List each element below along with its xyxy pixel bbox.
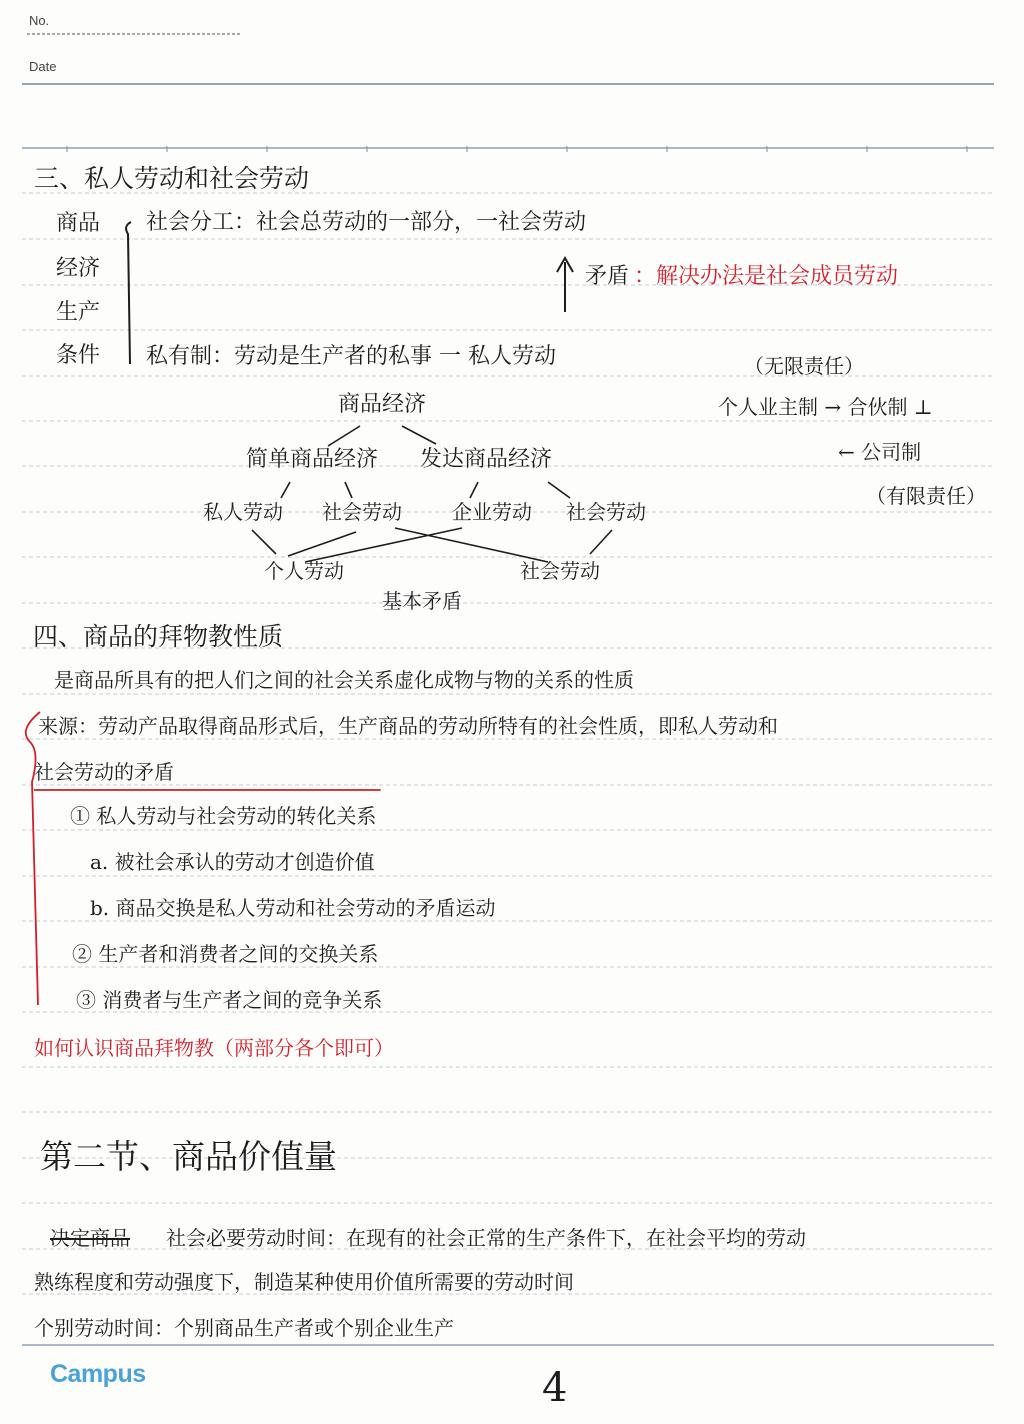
note-sole-to-partnership: 个人业主制 → 合伙制 ⊥ [718,395,933,419]
note-unlimited-liability: （无限责任） [744,354,864,378]
tree-social-labor-bottom: 社会劳动 [520,559,600,583]
tree-leaf-social-labor-2: 社会劳动 [566,500,646,524]
section-b-title: 第二节、商品价值量 [40,1137,337,1176]
struck-text: 决定商品 [50,1226,130,1250]
side-label-4: 条件 [56,343,101,368]
tree-individual-labor: 个人劳动 [264,559,344,583]
contradiction-solution: ：解决办法是社会成员劳动 [634,264,899,289]
tree-simple-economy: 简单商品经济 [246,447,379,472]
tree-leaf-private-labor: 私人劳动 [203,500,283,524]
item-3: ③ 消费者与生产者之间的竞争关系 [76,988,383,1012]
item-1a: a. 被社会承认的劳动才创造价值 [90,850,375,874]
note-company: ← 公司制 [838,440,922,464]
section3-title: 三、私人劳动和社会劳动 [34,164,310,193]
tree-root: 商品经济 [338,392,427,417]
fetishism-source-line2: 社会劳动的矛盾 [34,760,174,784]
red-question: 如何认识商品拜物教（两部分各个即可） [34,1036,394,1060]
side-label-3: 生产 [56,300,101,325]
tree-developed-economy: 发达商品经济 [420,447,553,472]
campus-logo: Campus [50,1360,146,1388]
individual-labor-time-line: 个别劳动时间：个别商品生产者或个别企业生产 [34,1316,454,1340]
date-label: Date [29,59,57,74]
note-limited-liability: （有限责任） [866,484,986,508]
item-2: ② 生产者和消费者之间的交换关系 [72,942,379,966]
contradiction-prefix: 矛盾 [585,264,630,289]
tree-basic-contradiction: 基本矛盾 [382,589,462,613]
fetishism-source-line1: 来源：劳动产品取得商品形式后，生产商品的劳动所特有的社会性质，即私人劳动和 [38,714,778,738]
necessary-labor-time-line1: 社会必要劳动时间：在现有的社会正常的生产条件下，在社会平均的劳动 [166,1226,806,1250]
side-label-1: 商品 [56,211,101,236]
side-label-2: 经济 [56,256,101,281]
line-private-ownership: 私有制：劳动是生产者的私事 一 私人劳动 [146,344,556,369]
item-1b: b. 商品交换是私人劳动和社会劳动的矛盾运动 [90,896,496,920]
fetishism-definition: 是商品所具有的把人们之间的社会关系虚化成物与物的关系的性质 [54,668,634,692]
item-1: ① 私人劳动与社会劳动的转化关系 [70,804,377,828]
no-label: No. [29,13,50,28]
section4-title: 四、商品的拜物教性质 [33,622,284,651]
tree-leaf-enterprise-labor: 企业劳动 [452,500,532,524]
page-number: 4 [542,1365,568,1411]
necessary-labor-time-line2: 熟练程度和劳动强度下，制造某种使用价值所需要的劳动时间 [34,1270,574,1294]
line-social-division: 社会分工：社会总劳动的一部分，一社会劳动 [146,210,587,235]
tree-leaf-social-labor: 社会劳动 [322,500,402,524]
